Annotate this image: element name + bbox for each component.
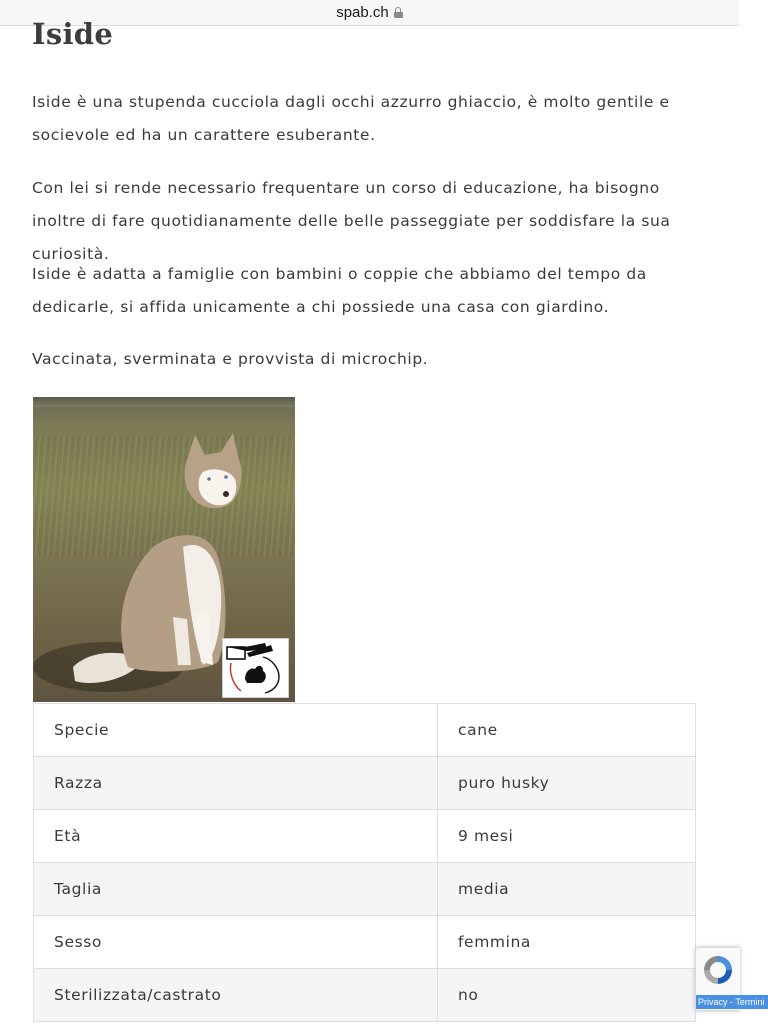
table-row [34, 810, 696, 863]
page-title: Iside [32, 17, 114, 51]
row-value-neutered: no [438, 969, 696, 1022]
row-value-size: media [438, 863, 696, 916]
row-key-breed: Razza [34, 757, 438, 810]
table-row [34, 863, 696, 916]
spab-logo [222, 638, 289, 698]
table-row [34, 916, 696, 969]
spab-logo-mark [223, 639, 288, 697]
paragraph-education: Con lei si rende necessario frequentare un corso di educazione, ha bisogno inoltre di fare quotidianamente delle belle passeggiate per soddisfare la sua curiosità. [32, 179, 671, 263]
paragraph-adoption: Iside è adatta a famiglie con bambini o coppie che abbiamo del tempo da dedicarle, si affida unicamente a chi possiede una casa con giardino. [32, 265, 647, 316]
recaptcha-terms-link[interactable]: Privacy - Termini [696, 995, 768, 1009]
paragraph-description: Iside è una stupenda cucciola dagli occhi azzurro ghiaccio, è molto gentile e socievole ed ha un carattere esuberante. [32, 93, 670, 144]
row-key-age: Età [34, 810, 438, 863]
row-key-size: Taglia [34, 863, 438, 916]
url-domain[interactable]: spab.ch [336, 4, 389, 21]
row-value-species: cane [438, 704, 696, 757]
table-row [34, 969, 696, 1022]
row-key-neutered: Sterilizzata/castrato [34, 969, 438, 1022]
animal-info-table [33, 703, 696, 1022]
lock-icon [394, 7, 403, 18]
recaptcha-badge[interactable] [695, 947, 765, 1011]
row-key-sex: Sesso [34, 916, 438, 969]
row-value-age: 9 mesi [438, 810, 696, 863]
table-row [34, 757, 696, 810]
paragraph-health: Vaccinata, sverminata e provvista di microchip. [32, 350, 429, 368]
row-value-sex: femmina [438, 916, 696, 969]
row-key-species: Specie [34, 704, 438, 757]
row-value-breed: puro husky [438, 757, 696, 810]
table-row [34, 704, 696, 757]
recaptcha-icon [696, 948, 740, 992]
